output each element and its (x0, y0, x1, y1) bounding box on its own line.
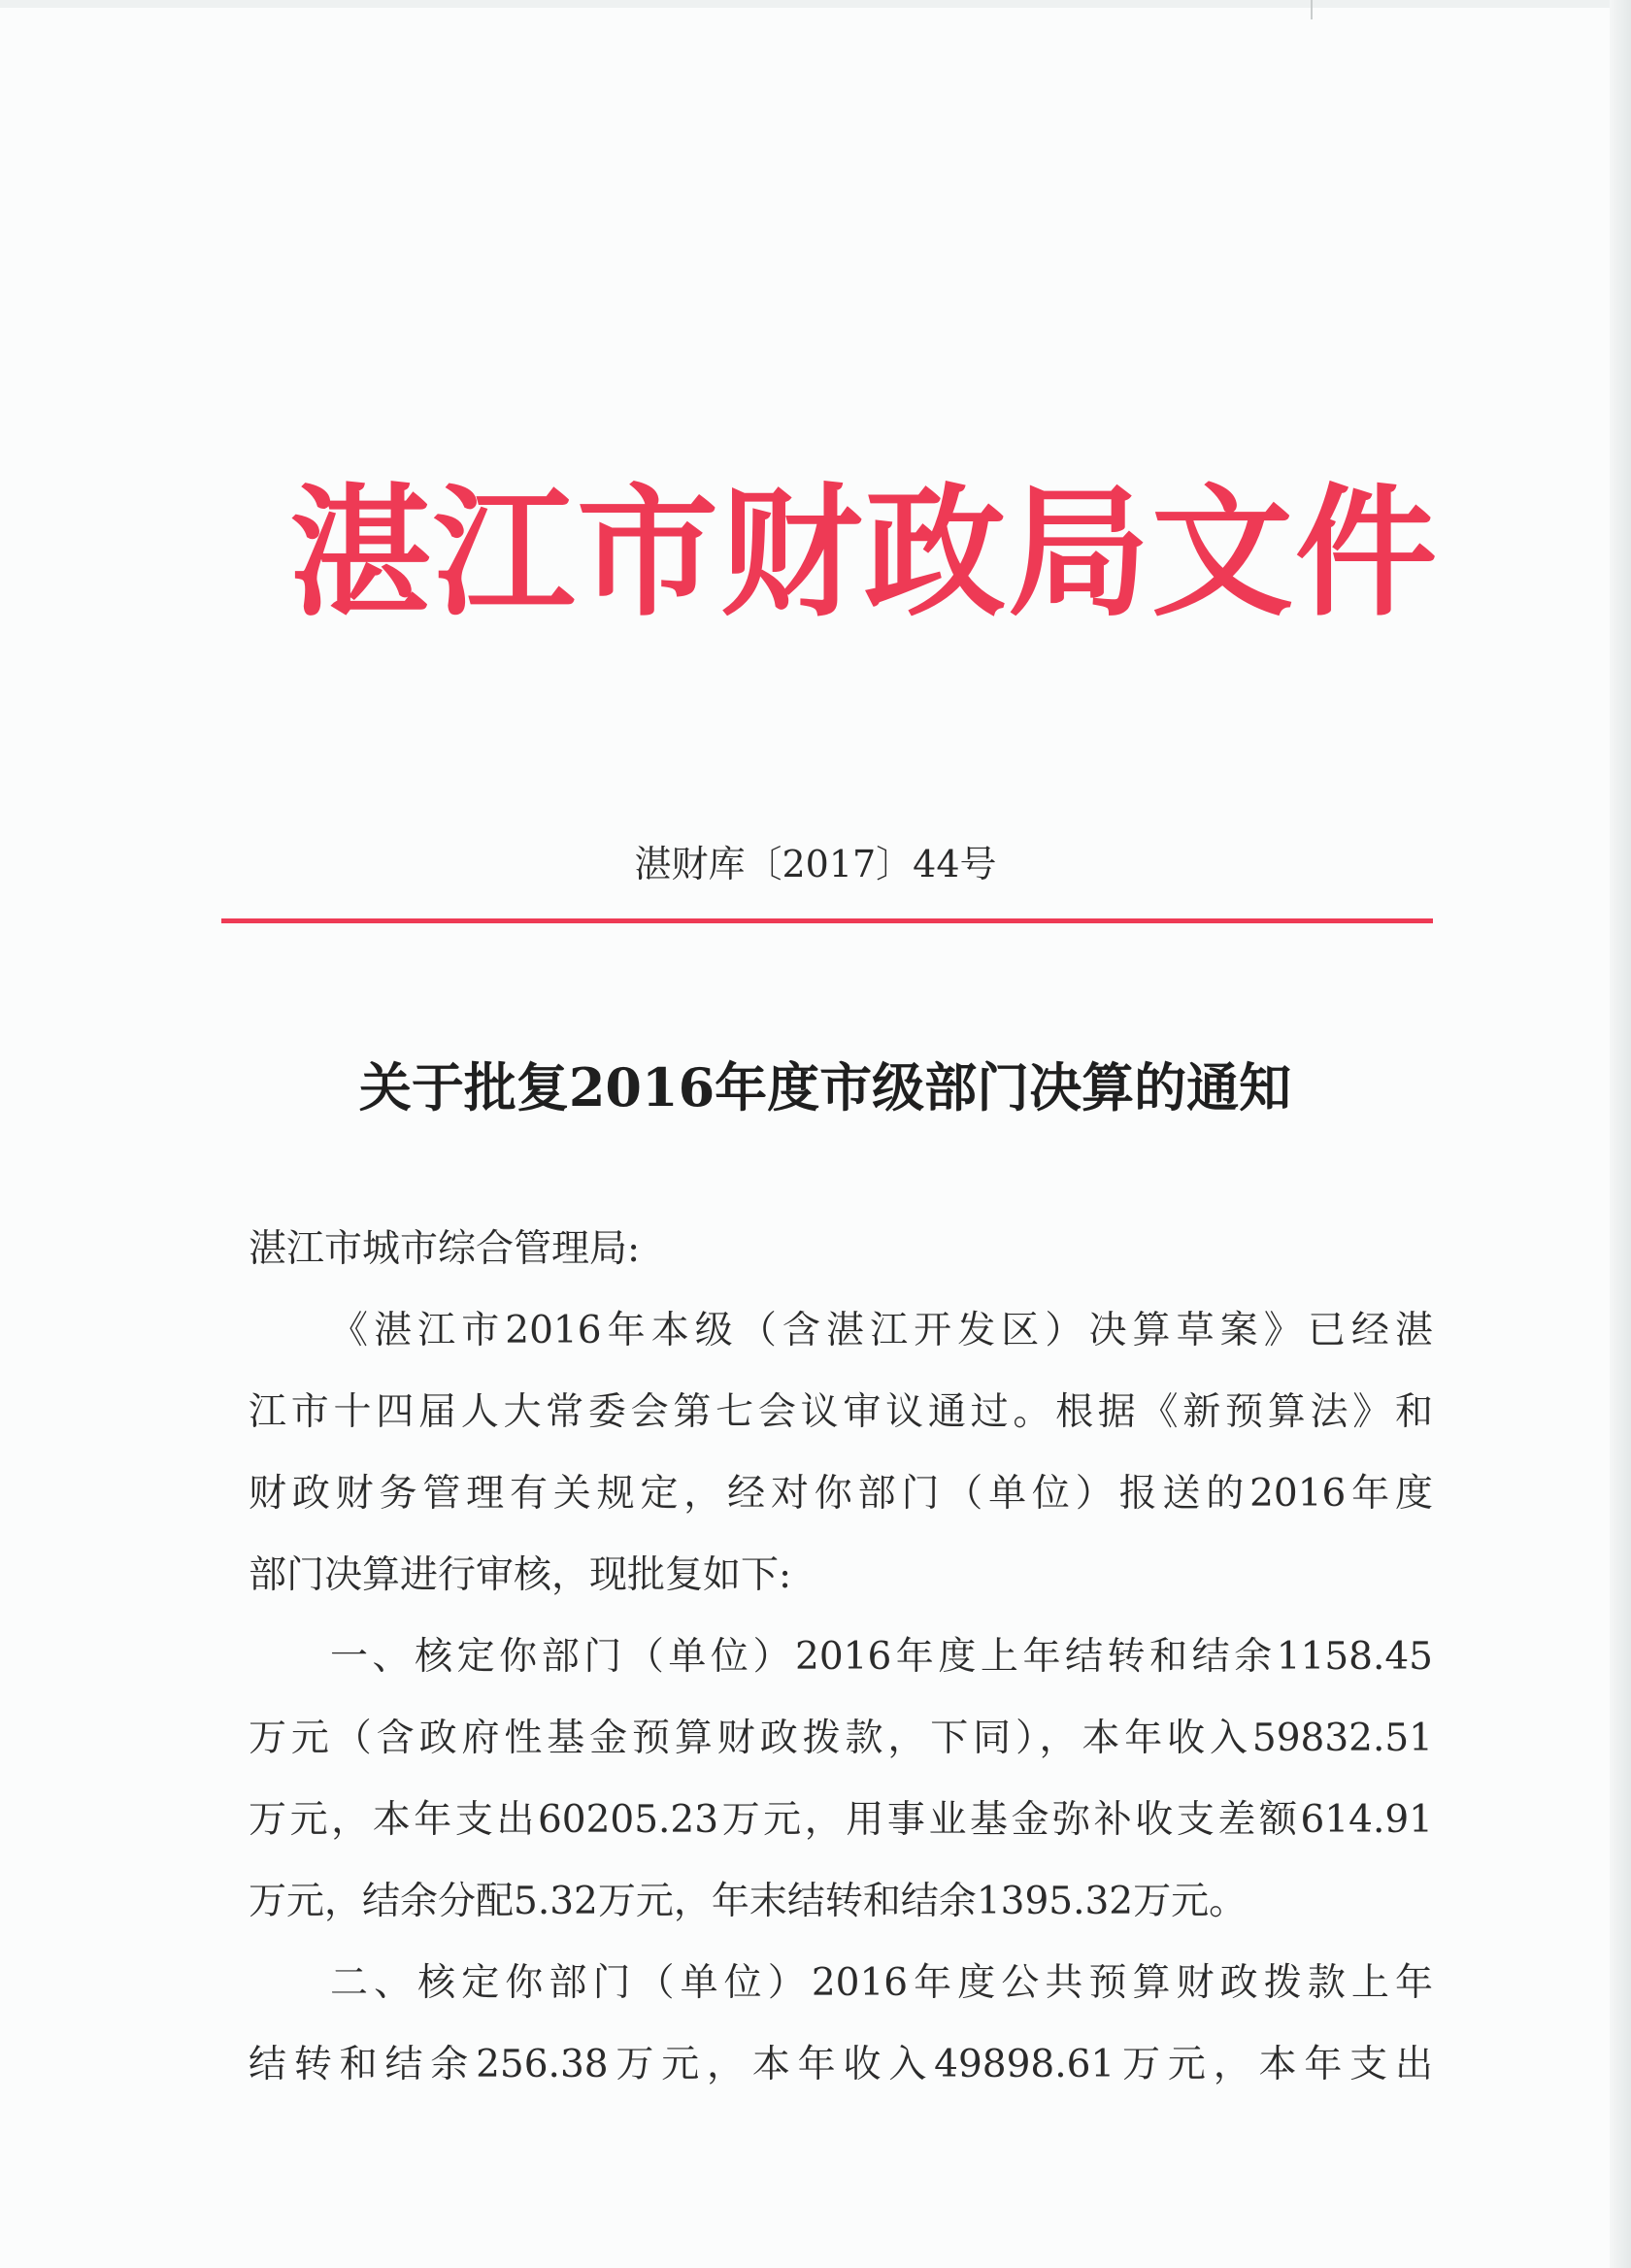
page-edge-top (0, 0, 1631, 8)
paragraph-2-line: 万元，结余分配5.32万元，年末结转和结余1395.32万元。 (249, 1880, 1248, 1923)
paragraph-2-line: 一、核定你部门（单位）2016年度上年结转和结余1158.45 (330, 1635, 1433, 1679)
paragraph-3-line: 结转和结余256.38万元，本年收入49898.61万元，本年支出 (249, 2043, 1433, 2086)
red-divider-line (221, 918, 1433, 923)
page-edge-right (1610, 0, 1631, 2268)
paragraph-1-line: 财政财务管理有关规定，经对你部门（单位）报送的2016年度 (249, 1472, 1433, 1516)
document-number: 湛财库〔2017〕44号 (634, 843, 997, 885)
paragraph-2-line: 万元（含政府性基金预算财政拨款，下同），本年收入59832.51 (249, 1717, 1433, 1760)
paragraph-1-line: 部门决算进行审核，现批复如下: (249, 1553, 792, 1597)
paragraph-2-line: 万元，本年支出60205.23万元，用事业基金弥补收支差额614.91 (249, 1798, 1433, 1842)
paragraph-3-line: 二、核定你部门（单位）2016年度公共预算财政拨款上年 (330, 1961, 1433, 2005)
recipient-line: 湛江市城市综合管理局: (249, 1227, 641, 1271)
scan-crease (1311, 0, 1313, 19)
document-body (249, 1209, 1433, 2106)
paragraph-1-line: 江市十四届人大常委会第七会议审议通过。根据《新预算法》和 (249, 1390, 1433, 1434)
document-header-title: 湛江市财政局文件 (289, 470, 1439, 636)
notice-title: 关于批复2016年度市级部门决算的通知 (358, 1056, 1292, 1118)
paragraph-1-line: 《湛江市2016年本级（含湛江开发区）决算草案》已经湛 (330, 1309, 1433, 1352)
